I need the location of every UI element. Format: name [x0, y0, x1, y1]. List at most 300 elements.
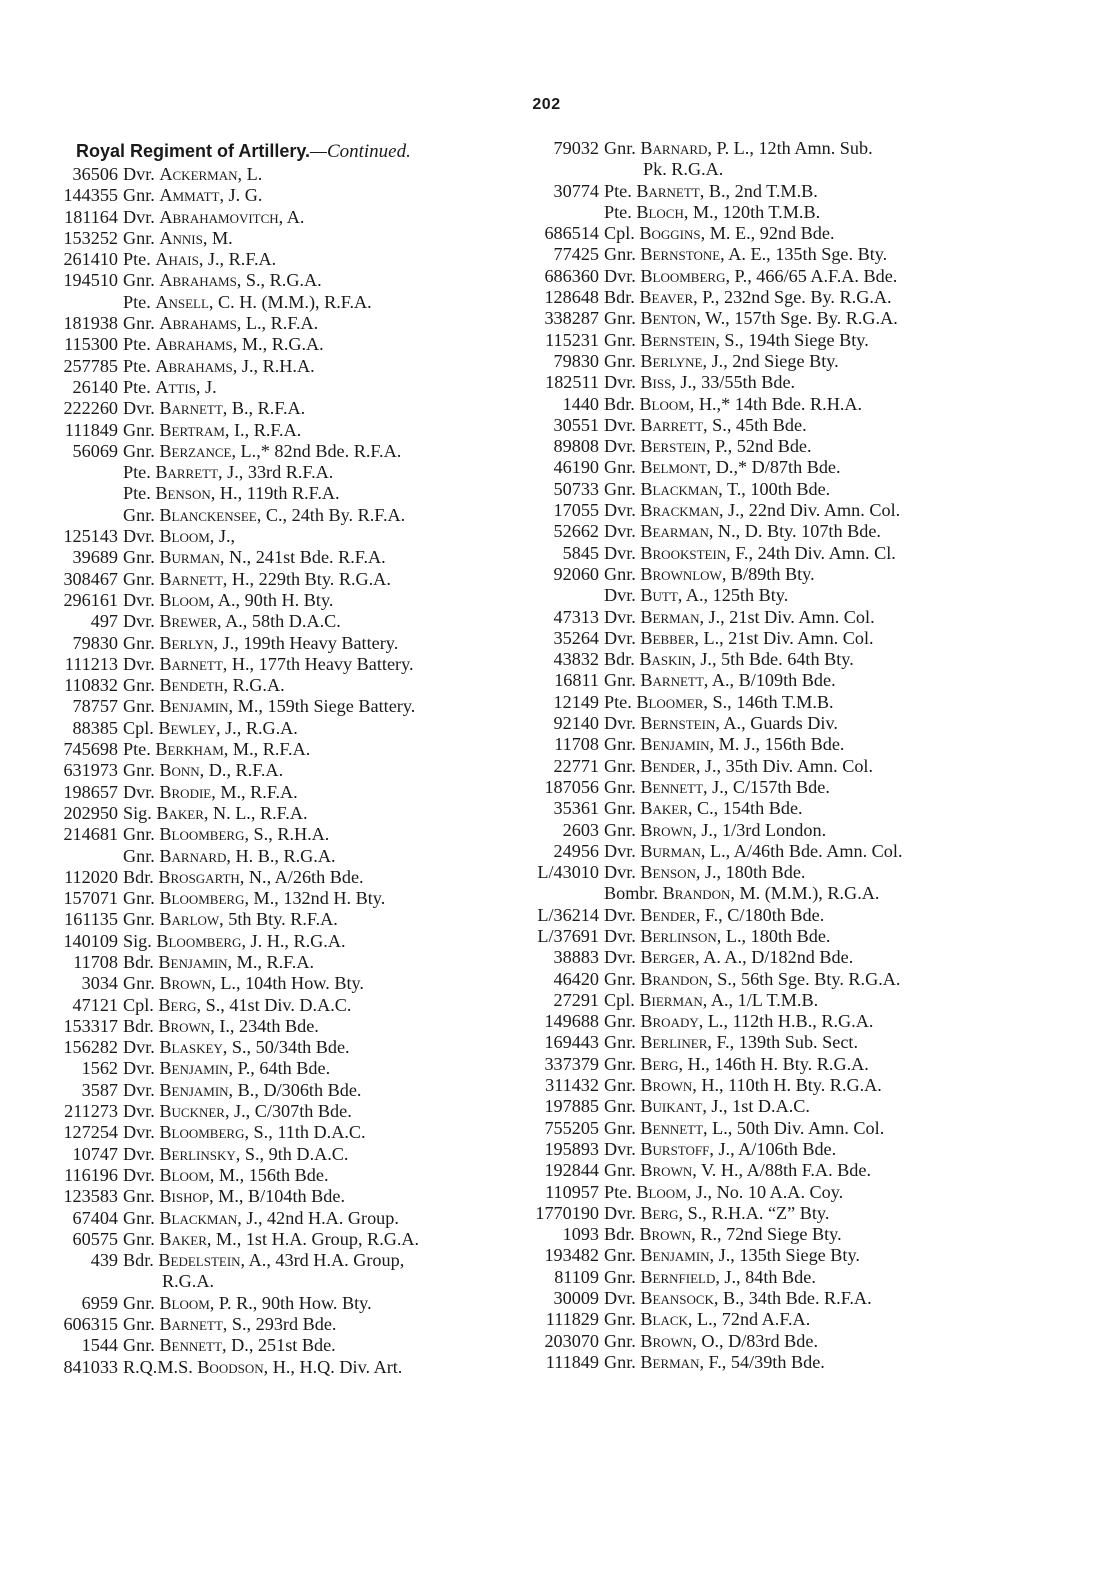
rank: Gnr.	[604, 308, 636, 329]
soldier-name: Brosgarth, N.,	[158, 866, 272, 887]
roll-entry	[40, 270, 530, 291]
roll-entry	[40, 760, 530, 781]
soldier-name: Barrett, J.,	[155, 462, 244, 483]
rank: Gnr.	[123, 227, 155, 248]
roll-entry	[528, 798, 1068, 819]
rank: Gnr.	[123, 1207, 155, 1228]
rank: R.Q.M.S.	[123, 1356, 193, 1377]
unit: 100th Bde.	[750, 478, 831, 499]
entry-text	[118, 952, 314, 973]
soldier-name: Berlinsky, S.,	[159, 1143, 265, 1164]
rank: Dvr.	[123, 589, 155, 610]
soldier-name: Barnett, S.,	[159, 1314, 252, 1335]
roll-entry	[528, 457, 1068, 478]
soldier-name: Bernstone, A. E.,	[640, 244, 771, 265]
soldier-name: Berger, A. A.,	[640, 947, 747, 968]
rank: Pte.	[123, 249, 151, 270]
soldier-name: Benjamin, M.,	[158, 951, 262, 972]
unit: R.G.A.	[245, 717, 298, 738]
roll-entry	[528, 1267, 1068, 1288]
continued-label: —Continued.	[310, 141, 411, 162]
soldier-name: Bender, F.,	[640, 904, 723, 925]
unit: 64th Bde.	[259, 1058, 331, 1079]
rank: Gnr.	[604, 734, 636, 755]
service-number: 439	[90, 1250, 118, 1271]
unit: 84th Bde.	[745, 1266, 816, 1287]
service-number: L/43010	[537, 862, 599, 883]
roll-entry	[528, 415, 1068, 436]
roll-entry	[40, 1122, 530, 1143]
rank: Gnr.	[123, 270, 155, 291]
unit: 22nd Div. Amn. Col.	[748, 500, 901, 521]
entry-text	[599, 351, 839, 372]
rank: Dvr.	[604, 542, 636, 563]
service-number: 181938	[63, 313, 118, 334]
roll-entry	[528, 330, 1068, 351]
entry-text	[118, 1335, 336, 1356]
rank: Dvr.	[123, 1058, 155, 1079]
entry-text	[599, 543, 896, 564]
soldier-name: Bennett, J.,	[640, 776, 729, 797]
unit: 9th D.A.C.	[268, 1143, 349, 1164]
unit: Guards Div.	[750, 713, 838, 734]
service-number: 497	[90, 611, 118, 632]
unit: 33/55th Bde.	[701, 372, 796, 393]
service-number: 77425	[553, 244, 599, 265]
roll-entry	[40, 782, 530, 803]
service-number: 1544	[81, 1335, 118, 1356]
entry-text	[599, 1288, 872, 1309]
entry-text	[118, 313, 318, 334]
soldier-name: Bender, J.,	[640, 755, 722, 776]
rank: Gnr.	[123, 1228, 155, 1249]
service-number	[528, 585, 599, 606]
soldier-name: Barnett, B.,	[636, 180, 731, 201]
rank: Gnr.	[123, 760, 155, 781]
soldier-name: Ammatt, J. G.	[159, 185, 263, 206]
unit: 466/65 A.F.A. Bde.	[756, 265, 898, 286]
soldier-name: Bloom, J.,	[636, 1181, 713, 1202]
service-number: 35264	[553, 627, 599, 648]
soldier-name: Barnard, P. L.,	[640, 138, 754, 158]
roll-entry	[40, 164, 530, 185]
unit: 139th Sub. Sect.	[738, 1032, 859, 1053]
rank: Pte.	[123, 291, 151, 312]
rank: Bdr.	[604, 393, 635, 414]
soldier-name: Beaver, P.,	[639, 287, 720, 308]
roll-entry	[528, 607, 1068, 628]
entry-text	[599, 670, 836, 691]
roll-entry	[40, 292, 530, 313]
entry-text	[599, 1182, 843, 1203]
unit: 90th How. Bty.	[261, 1292, 372, 1313]
rank: Gnr.	[604, 670, 636, 691]
soldier-name: Bloom, H.,*	[639, 393, 731, 414]
service-number: 197885	[544, 1096, 599, 1117]
service-number	[40, 292, 118, 313]
rank: Gnr.	[604, 1117, 636, 1138]
soldier-name: Abrahams, L.,	[159, 313, 267, 334]
soldier-name: Berliner, F.,	[640, 1032, 735, 1053]
service-number: 187056	[544, 776, 599, 797]
roll-entry	[528, 479, 1068, 500]
rank: Dvr.	[604, 862, 636, 883]
entry-text	[599, 202, 820, 223]
entry-text	[599, 926, 830, 947]
service-number: 56069	[72, 440, 118, 461]
left-entry-list	[40, 164, 530, 1378]
unit: D/182nd Bde.	[751, 947, 854, 968]
rank: Pte.	[123, 376, 151, 397]
unit: A/46th Bde. Amn. Col.	[733, 840, 903, 861]
rank: Dvr.	[123, 653, 155, 674]
entry-text	[599, 1160, 871, 1181]
section-title: Royal Regiment of Artillery.	[76, 141, 311, 161]
service-number: 123583	[63, 1186, 118, 1207]
rank: Gnr.	[123, 313, 155, 334]
roll-entry	[40, 1250, 530, 1271]
soldier-name: Benjamin, J.,	[640, 1245, 735, 1266]
rank: Dvr.	[123, 781, 155, 802]
right-entry-list	[528, 138, 1068, 1373]
entry-text	[118, 483, 340, 504]
entry-text	[118, 760, 283, 781]
service-number: 169443	[544, 1032, 599, 1053]
roll-entry	[40, 185, 530, 206]
unit: 135th Sge. Bty.	[775, 244, 888, 265]
entry-text	[599, 1118, 884, 1139]
soldier-name: Barnett, H.,	[159, 653, 255, 674]
rank: Gnr.	[123, 632, 155, 653]
unit: 229th Bty. R.G.A.	[258, 568, 391, 589]
rank: Cpl.	[604, 989, 635, 1010]
roll-entry	[40, 249, 530, 270]
rank: Pte.	[604, 691, 632, 712]
soldier-name: Attis, J.	[155, 376, 217, 397]
entry-text	[599, 798, 803, 819]
roll-entry	[40, 1357, 530, 1378]
rank: Gnr.	[604, 457, 636, 478]
unit: Pk. R.G.A.	[643, 159, 724, 180]
service-number: 11708	[73, 951, 118, 972]
soldier-name: Berkham, M.,	[155, 739, 259, 760]
soldier-name: Berg, S.,	[640, 1202, 707, 1223]
roll-entry	[40, 526, 530, 547]
rank: Dvr.	[123, 1122, 155, 1143]
entry-text	[118, 675, 285, 696]
roll-entry	[40, 1165, 530, 1186]
entry-text	[118, 888, 385, 909]
rank: Bdr.	[123, 951, 154, 972]
unit: R.F.A.	[253, 419, 302, 440]
unit: 110th H. Bty. R.G.A.	[728, 1075, 882, 1096]
unit: 146th T.M.B.	[736, 691, 834, 712]
soldier-name: Berlyne, J.,	[640, 350, 728, 371]
soldier-name: Bertram, I.,	[159, 419, 250, 440]
entry-text	[599, 1054, 869, 1075]
unit: R.H.A.	[277, 824, 330, 845]
soldier-name: Brown, J.,	[640, 819, 718, 840]
rank: Gnr.	[604, 563, 636, 584]
unit: C/180th Bde.	[727, 904, 825, 925]
right-column	[528, 138, 1068, 1373]
unit: 21st Div. Amn. Col.	[729, 606, 875, 627]
entry-text	[118, 569, 391, 590]
roll-entry	[528, 1054, 1068, 1075]
roll-entry	[40, 952, 530, 973]
rank: Dvr.	[123, 611, 155, 632]
entry-text	[118, 420, 301, 441]
entry-text	[599, 287, 892, 308]
entry-text	[118, 547, 386, 568]
unit: R.G.A.	[283, 845, 336, 866]
roll-entry	[528, 351, 1068, 372]
entry-text	[118, 909, 338, 930]
service-number: 35361	[553, 798, 599, 819]
unit: B/89th Bty.	[730, 563, 815, 584]
service-number: 193482	[544, 1245, 599, 1266]
roll-entry	[528, 1160, 1068, 1181]
soldier-name: Belmont, D.,*	[640, 457, 748, 478]
entry-text	[599, 947, 853, 968]
rank: Dvr.	[123, 1143, 155, 1164]
entry-text	[118, 611, 341, 632]
rank: Bdr.	[604, 649, 635, 670]
unit: (M.M.), R.F.A.	[261, 291, 372, 312]
unit: 180th Bde.	[750, 925, 831, 946]
soldier-name: Baskin, J.,	[639, 649, 717, 670]
soldier-name: Bierman, A.,	[639, 989, 734, 1010]
service-number: 195893	[544, 1138, 599, 1159]
entry-text	[118, 1058, 330, 1079]
entry-text	[118, 803, 308, 824]
entry-text	[118, 270, 322, 291]
roll-entry	[40, 1016, 530, 1037]
unit: 112th H.B., R.G.A.	[732, 1011, 874, 1032]
service-number: 67404	[72, 1207, 118, 1228]
roll-entry	[528, 1011, 1068, 1032]
soldier-name: Berg, H.,	[640, 1053, 710, 1074]
rank: Dvr.	[604, 947, 636, 968]
entry-text	[599, 628, 874, 649]
service-number: 79830	[553, 350, 599, 371]
roll-entry	[528, 436, 1068, 457]
roll-entry	[40, 1144, 530, 1165]
rank: Gnr.	[604, 1075, 636, 1096]
unit: 24th Div. Amn. Cl.	[757, 542, 896, 563]
entry-text	[599, 969, 900, 990]
rank: Gnr.	[123, 824, 155, 845]
rank: Dvr.	[123, 1101, 155, 1122]
service-number: 181164	[64, 206, 118, 227]
unit: 1st D.A.C.	[732, 1096, 810, 1117]
rank: Gnr.	[604, 1032, 636, 1053]
roll-entry	[40, 739, 530, 760]
unit: R.G.A.	[269, 270, 322, 291]
roll-entry	[40, 696, 530, 717]
service-number: 1440	[562, 393, 599, 414]
roll-entry	[528, 1182, 1068, 1203]
rank: Dvr.	[123, 164, 155, 184]
unit: 180th Bde.	[725, 862, 806, 883]
rank: Gnr.	[123, 845, 155, 866]
soldier-name: Benson, J.,	[640, 862, 722, 883]
service-number: 156282	[63, 1037, 118, 1058]
unit: 12th Amn. Sub.	[758, 138, 873, 158]
roll-entry	[40, 1058, 530, 1079]
soldier-name: Barnett, B.,	[159, 398, 254, 419]
soldier-name: Broady, L.,	[640, 1011, 729, 1032]
section-heading	[40, 138, 530, 164]
unit: H.Q. Div. Art.	[299, 1356, 403, 1377]
soldier-name: Brown, V. H.,	[640, 1160, 744, 1181]
roll-entry	[40, 1208, 530, 1229]
rank: Gnr.	[604, 1053, 636, 1074]
service-number: 111213	[64, 653, 118, 674]
rank: Dvr.	[123, 526, 155, 547]
unit: 24th By. R.F.A.	[291, 504, 406, 525]
service-number: 144355	[63, 185, 118, 206]
unit: 41st Div. D.A.C.	[229, 994, 352, 1015]
soldier-name: Bennett, L.,	[640, 1117, 733, 1138]
service-number: 686360	[544, 265, 599, 286]
unit: 135th Siege Bty.	[739, 1245, 860, 1266]
rank: Bombr.	[604, 883, 659, 904]
soldier-name: Bewley, J.,	[158, 717, 242, 738]
roll-entry	[40, 846, 530, 867]
entry-text	[599, 159, 723, 180]
roll-entry	[40, 313, 530, 334]
entry-text	[118, 867, 364, 888]
service-number: 39689	[72, 547, 118, 568]
soldier-name: Benjamin, B.,	[159, 1079, 259, 1100]
entry-text	[118, 782, 298, 803]
rank: Bdr.	[604, 287, 635, 308]
unit: 56th Sge. Bty. R.G.A.	[740, 968, 901, 989]
entry-text	[118, 1208, 399, 1229]
service-number: 214681	[63, 824, 118, 845]
rank: Cpl.	[123, 994, 154, 1015]
entry-text	[599, 820, 826, 841]
entry-text	[118, 696, 415, 717]
service-number	[528, 159, 599, 180]
rank: Gnr.	[123, 419, 155, 440]
soldier-name: Benjamin, M.,	[159, 696, 263, 717]
roll-entry	[40, 483, 530, 504]
unit: D/83rd Bde.	[728, 1330, 819, 1351]
roll-entry	[528, 1288, 1068, 1309]
entry-text	[599, 1075, 882, 1096]
soldier-name: Barnard, H. B.,	[159, 845, 279, 866]
unit: 5th Bde. 64th Bty.	[721, 649, 854, 670]
unit: 157th Sge. By. R.G.A.	[734, 308, 898, 329]
service-number: 17055	[553, 500, 599, 521]
roll-entry	[528, 287, 1068, 308]
soldier-name: Bebber, L.,	[640, 627, 724, 648]
roll-entry	[40, 1101, 530, 1122]
soldier-name: Blackman, T.,	[640, 478, 746, 499]
soldier-name: Burman, L.,	[640, 840, 731, 861]
soldier-name: Bendeth,	[159, 675, 229, 696]
service-number: 30009	[553, 1288, 599, 1309]
rank: Dvr.	[604, 585, 636, 606]
entry-text	[599, 415, 807, 436]
soldier-name: Blaskey, S.,	[159, 1037, 252, 1058]
unit: R.F.A.	[235, 760, 284, 781]
entry-text	[118, 1016, 319, 1037]
soldier-name: Brown, L.,	[159, 973, 241, 994]
unit: 1/L T.M.B.	[737, 989, 819, 1010]
soldier-name: Benton, W.,	[640, 308, 730, 329]
roll-entry	[528, 1096, 1068, 1117]
unit: 154th Bde.	[722, 798, 803, 819]
entry-text	[599, 457, 841, 478]
entry-text	[118, 718, 298, 739]
entry-text	[118, 526, 235, 547]
entry-text	[599, 181, 818, 202]
roll-entry	[40, 654, 530, 675]
roll-entry	[528, 138, 1068, 159]
entry-text	[118, 590, 333, 611]
unit: C/157th Bde.	[732, 776, 830, 797]
roll-entry	[528, 372, 1068, 393]
entry-text	[599, 1139, 836, 1160]
unit: 146th H. Bty. R.G.A.	[714, 1053, 869, 1074]
roll-entry	[40, 995, 530, 1016]
soldier-name: Berstein, P.,	[640, 436, 733, 457]
rank: Gnr.	[604, 1160, 636, 1181]
roll-entry	[40, 931, 530, 952]
soldier-name: Brandon, M.	[662, 883, 761, 904]
service-number: 16811	[554, 670, 599, 691]
entry-text	[599, 244, 887, 265]
unit: 92nd Bde.	[759, 223, 835, 244]
service-number: 755205	[544, 1117, 599, 1138]
rank: Dvr.	[123, 206, 155, 227]
service-number: 27291	[553, 989, 599, 1010]
soldier-name: Bloom, M.,	[159, 1164, 245, 1185]
entry-text	[118, 249, 276, 270]
roll-entry	[528, 543, 1068, 564]
soldier-name: Bernstein, A.,	[640, 713, 746, 734]
roll-entry	[528, 820, 1068, 841]
unit: 58th D.A.C.	[251, 611, 341, 632]
entry-text	[599, 500, 900, 521]
service-number: 338287	[544, 308, 599, 329]
rank: Bdr.	[123, 866, 154, 887]
entry-text	[599, 1352, 825, 1373]
soldier-name: Annis, M.	[159, 227, 233, 248]
roll-entry	[528, 883, 1068, 904]
service-number: 157071	[63, 888, 118, 909]
service-number: 261410	[63, 249, 118, 270]
unit: (M.M.), R.G.A.	[764, 883, 880, 904]
service-number: 1770190	[535, 1202, 599, 1223]
rank: Pte.	[123, 483, 151, 504]
soldier-name: Berman, J.,	[640, 606, 725, 627]
soldier-name: Barrett, S.,	[640, 414, 732, 435]
entry-text	[118, 207, 304, 228]
service-number: 47121	[72, 994, 118, 1015]
entry-text	[118, 398, 305, 419]
rank: Dvr.	[604, 521, 636, 542]
service-number: 337379	[544, 1053, 599, 1074]
entry-text	[599, 223, 835, 244]
unit: 1/3rd London.	[722, 819, 827, 840]
unit: R.F.A.	[250, 781, 298, 802]
entry-text	[599, 1011, 873, 1032]
service-number: 116196	[64, 1164, 118, 1185]
